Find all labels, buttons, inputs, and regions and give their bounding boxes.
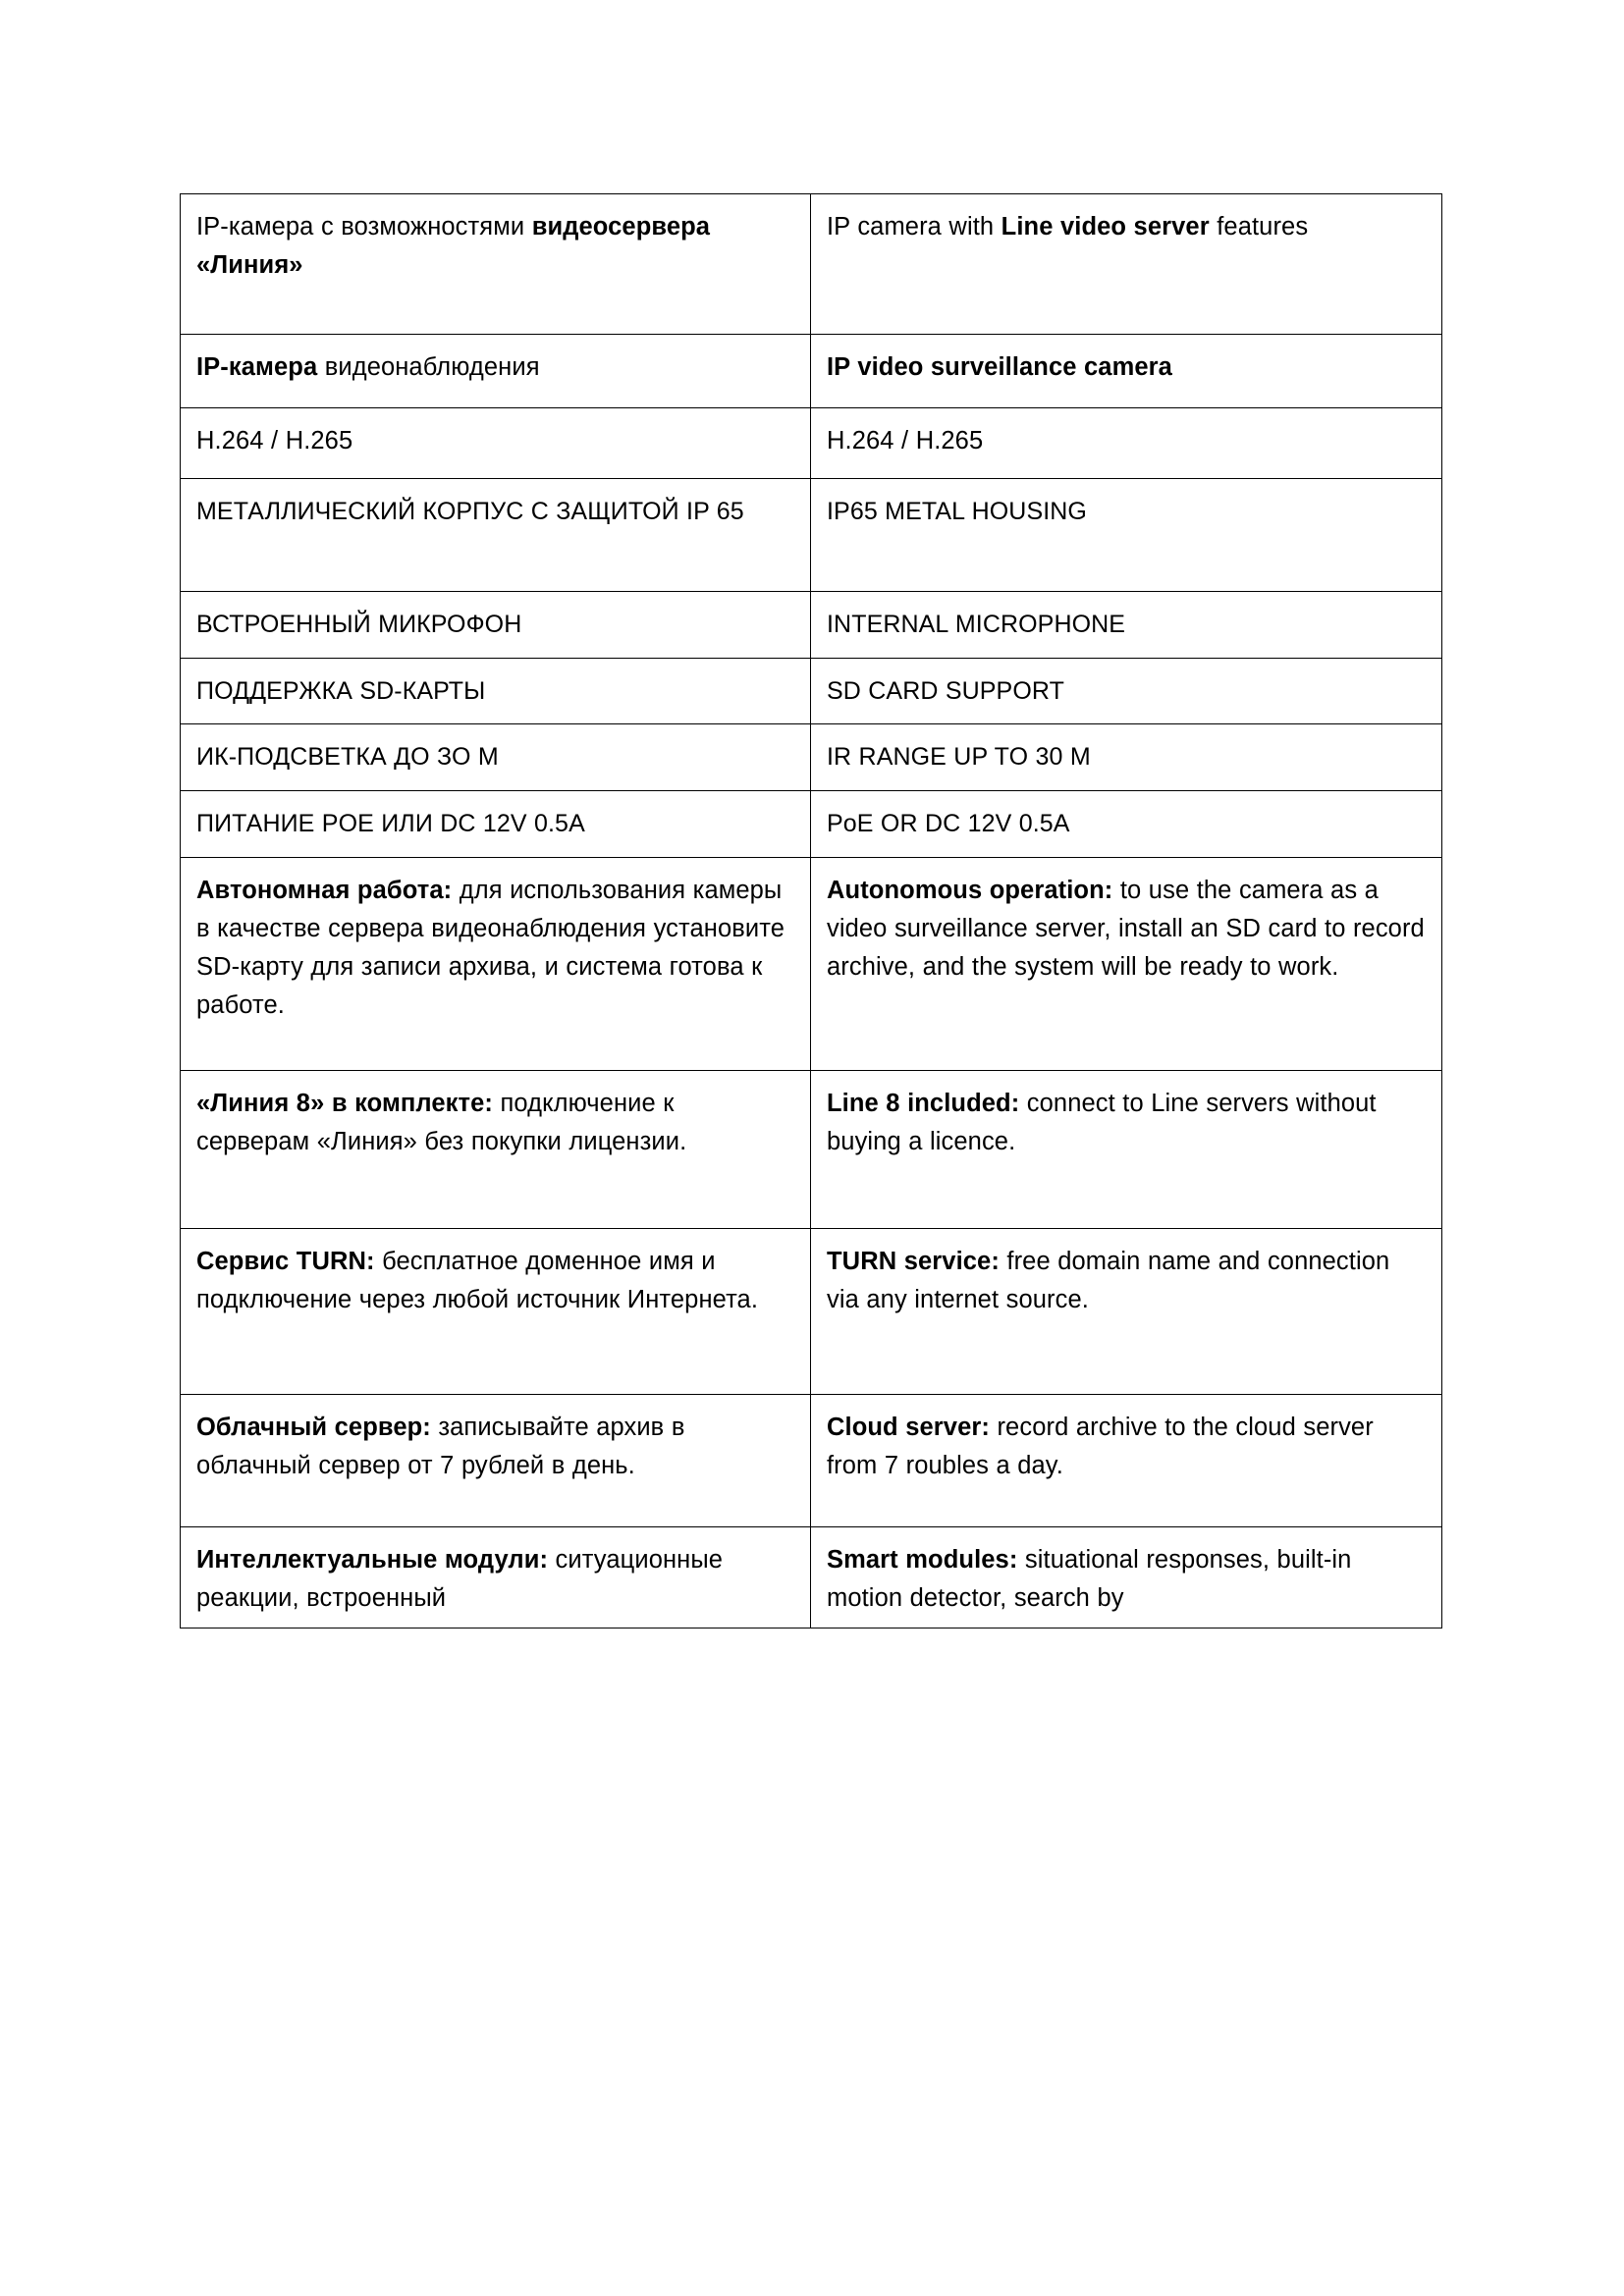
cell-text-plain: IP65 METAL HOUSING (827, 498, 1087, 525)
cell-text-plain: IP camera with (827, 213, 1001, 240)
cell-en-sd-card (811, 659, 1442, 724)
cell-text-plain: ИК-ПОДСВЕТКА ДО ЗО М (196, 743, 499, 771)
cell-ru-line8 (181, 1071, 811, 1229)
cell-en-cloud (811, 1395, 1442, 1527)
cell-ru-codecs (181, 408, 811, 479)
cell-text-plain: записывайте архив в облачный сервер от 7 рублей в день. (196, 1414, 685, 1479)
cell-text-bold: «Линия 8» в комплекте: (196, 1090, 494, 1117)
cell-ru-cloud (181, 1395, 811, 1527)
cell-text-bold: IP video surveillance camera (827, 353, 1172, 381)
cell-en-features (811, 194, 1442, 335)
cell-ru-microphone (181, 592, 811, 659)
cell-en-housing (811, 479, 1442, 592)
cell-text-plain: ПИТАНИЕ POE ИЛИ DC 12V 0.5A (196, 810, 585, 837)
cell-text-bold: TURN service: (827, 1248, 1000, 1275)
cell-text-plain: PoE OR DC 12V 0.5A (827, 810, 1070, 837)
cell-text-plain: ПОДДЕРЖКА SD-КАРТЫ (196, 677, 486, 705)
cell-text-bold: Cloud server: (827, 1414, 990, 1441)
cell-ru-autonomous (181, 858, 811, 1071)
cell-en-camera-type (811, 335, 1442, 408)
cell-text-plain: ситуационные реакции, встроенный (196, 1546, 724, 1612)
table-row (181, 194, 1442, 335)
table-row (181, 1395, 1442, 1527)
cell-text-plain: SD CARD SUPPORT (827, 677, 1064, 705)
cell-text-plain: для использования камеры в качестве сервера видеонаблюдения установите SD-карту для записи архива, и система готова к работе. (196, 877, 785, 1019)
cell-ru-camera-type (181, 335, 811, 408)
cell-text-plain: record archive to the cloud server from 7 roubles a day. (827, 1414, 1374, 1479)
cell-text-plain: free domain name and connection via any internet source. (827, 1248, 1390, 1313)
table-row (181, 335, 1442, 408)
table-row (181, 479, 1442, 592)
cell-text-plain: бесплатное доменное имя и подключение через любой источник Интернета. (196, 1248, 759, 1313)
cell-en-autonomous (811, 858, 1442, 1071)
cell-text-bold: Облачный сервер: (196, 1414, 431, 1441)
cell-en-smart-modules (811, 1527, 1442, 1629)
table-row (181, 592, 1442, 659)
table-row (181, 1527, 1442, 1629)
cell-text-plain: подключение к серверам «Линия» без покупки лицензии. (196, 1090, 687, 1155)
cell-text-bold: Smart modules: (827, 1546, 1018, 1574)
cell-text-bold: Line 8 included: (827, 1090, 1020, 1117)
table-row (181, 1071, 1442, 1229)
cell-en-ir-range (811, 724, 1442, 791)
cell-en-microphone (811, 592, 1442, 659)
cell-text-bold: Line video server (1001, 213, 1210, 240)
cell-en-power (811, 791, 1442, 858)
cell-text-bold: Autonomous operation: (827, 877, 1113, 904)
cell-ru-ir-range (181, 724, 811, 791)
cell-text-plain: situational responses, built-in motion detector, search by (827, 1546, 1352, 1612)
cell-text-plain-tail: features (1209, 213, 1309, 240)
cell-text-bold: Сервис TURN: (196, 1248, 375, 1275)
cell-text-plain: INTERNAL MICROPHONE (827, 611, 1126, 638)
cell-ru-power (181, 791, 811, 858)
cell-text-plain: IP-камера с возможностями (196, 213, 532, 240)
cell-text-plain: H.264 / H.265 (196, 427, 353, 454)
cell-text-bold: IP-камера (196, 353, 318, 381)
cell-text-plain: IR RANGE UP TO 30 M (827, 743, 1091, 771)
cell-en-codecs (811, 408, 1442, 479)
table-row (181, 408, 1442, 479)
table-row (181, 858, 1442, 1071)
cell-ru-turn (181, 1229, 811, 1395)
cell-en-turn (811, 1229, 1442, 1395)
cell-en-line8 (811, 1071, 1442, 1229)
cell-text-plain: connect to Line servers without buying a licence. (827, 1090, 1377, 1155)
cell-text-plain: to use the camera as a video surveillance server, install an SD card to record archive, and the system will be ready to work. (827, 877, 1425, 981)
table-row (181, 791, 1442, 858)
cell-ru-housing (181, 479, 811, 592)
cell-text-bold: Интеллектуальные модули: (196, 1546, 549, 1574)
cell-text-plain: H.264 / H.265 (827, 427, 984, 454)
table-row (181, 659, 1442, 724)
cell-ru-sd-card (181, 659, 811, 724)
cell-ru-smart-modules (181, 1527, 811, 1629)
cell-text-bold: видеосервера «Линия» (196, 213, 711, 279)
cell-text-plain: МЕТАЛЛИЧЕСКИЙ КОРПУС С ЗАЩИТОЙ IP 65 (196, 498, 744, 525)
cell-text-plain: ВСТРОЕННЫЙ МИКРОФОН (196, 611, 522, 638)
specification-table (180, 193, 1442, 1629)
cell-text-plain: видеонаблюдения (317, 353, 540, 381)
table-row (181, 724, 1442, 791)
cell-ru-features (181, 194, 811, 335)
table-row (181, 1229, 1442, 1395)
cell-text-bold: Автономная работа: (196, 877, 453, 904)
